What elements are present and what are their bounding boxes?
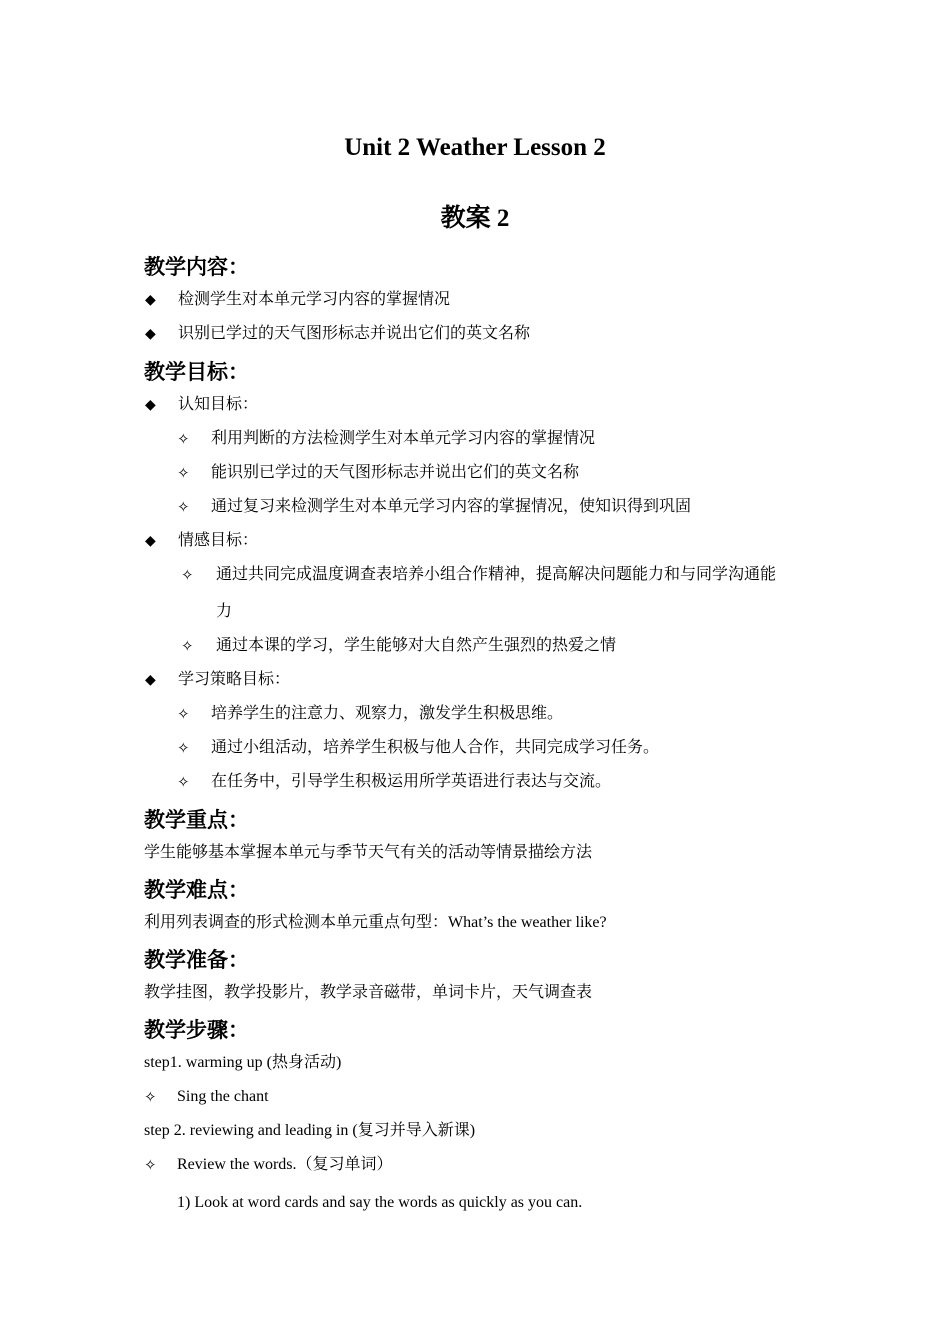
content-item: 检测学生对本单元学习内容的掌握情况 — [178, 291, 451, 308]
step-2-item: Review the words.（复习单词） — [177, 1156, 393, 1173]
outline-star-bullet-icon: ✧ — [177, 430, 190, 448]
outline-star-bullet-icon: ✧ — [177, 739, 190, 757]
difficulties-text: 利用列表调查的形式检测本单元重点句型：What’s the weather like? — [144, 914, 607, 931]
affective-goal-label: 情感目标： — [178, 532, 259, 549]
section-heading-steps: 教学步骤： — [144, 1018, 249, 1042]
strategy-goal-item: 在任务中，引导学生积极运用所学英语进行表达与交流。 — [211, 773, 612, 790]
section-heading-difficulties: 教学难点： — [144, 878, 249, 902]
step-1-item: Sing the chant — [177, 1088, 269, 1105]
step-1-title: step1. warming up (热身活动) — [144, 1054, 342, 1071]
cognitive-goal-item: 通过复习来检测学生对本单元学习内容的掌握情况，使知识得到巩固 — [211, 498, 692, 515]
strategy-goal-label: 学习策略目标： — [178, 671, 291, 688]
outline-star-bullet-icon: ✧ — [144, 1156, 157, 1174]
outline-star-bullet-icon: ✧ — [177, 705, 190, 723]
cognitive-goal-item: 能识别已学过的天气图形标志并说出它们的英文名称 — [211, 464, 580, 481]
document-subtitle: 教案 2 — [440, 205, 510, 232]
outline-star-bullet-icon: ✧ — [144, 1088, 157, 1106]
key-points-text: 学生能够基本掌握本单元与季节天气有关的活动等情景描绘方法 — [144, 844, 593, 861]
strategy-goal-item: 培养学生的注意力、观察力，激发学生积极思维。 — [211, 705, 564, 722]
step-2-title: step 2. reviewing and leading in (复习并导入新课) — [144, 1122, 476, 1139]
affective-goal-item: 通过共同完成温度调查表培养小组合作精神，提高解决问题能力和与同学沟通能 — [216, 566, 777, 583]
section-heading-key-points: 教学重点： — [144, 808, 249, 832]
section-heading-preparation: 教学准备： — [144, 948, 249, 972]
diamond-bullet-icon: ◆ — [145, 672, 156, 688]
outline-star-bullet-icon: ✧ — [177, 464, 190, 482]
document-title: Unit 2 Weather Lesson 2 — [344, 134, 606, 161]
affective-goal-item-continuation: 力 — [216, 603, 233, 620]
section-heading-goals: 教学目标： — [144, 360, 249, 384]
diamond-bullet-icon: ◆ — [145, 326, 156, 342]
preparation-text: 教学挂图，教学投影片，教学录音磁带，单词卡片，天气调查表 — [144, 984, 593, 1001]
affective-goal-item: 通过本课的学习，学生能够对大自然产生强烈的热爱之情 — [216, 637, 617, 654]
content-item: 识别已学过的天气图形标志并说出它们的英文名称 — [178, 325, 531, 342]
diamond-bullet-icon: ◆ — [145, 533, 156, 549]
diamond-bullet-icon: ◆ — [145, 397, 156, 413]
cognitive-goal-item: 利用判断的方法检测学生对本单元学习内容的掌握情况 — [211, 430, 596, 447]
outline-star-bullet-icon: ✧ — [177, 773, 190, 791]
step-2-subitem: 1) Look at word cards and say the words as quickly as you can. — [177, 1194, 583, 1211]
outline-star-bullet-icon: ✧ — [181, 637, 194, 655]
section-heading-content: 教学内容： — [144, 255, 249, 279]
cognitive-goal-label: 认知目标： — [178, 396, 259, 413]
diamond-bullet-icon: ◆ — [145, 292, 156, 308]
outline-star-bullet-icon: ✧ — [177, 498, 190, 516]
strategy-goal-item: 通过小组活动，培养学生积极与他人合作，共同完成学习任务。 — [211, 739, 660, 756]
outline-star-bullet-icon: ✧ — [181, 566, 194, 584]
